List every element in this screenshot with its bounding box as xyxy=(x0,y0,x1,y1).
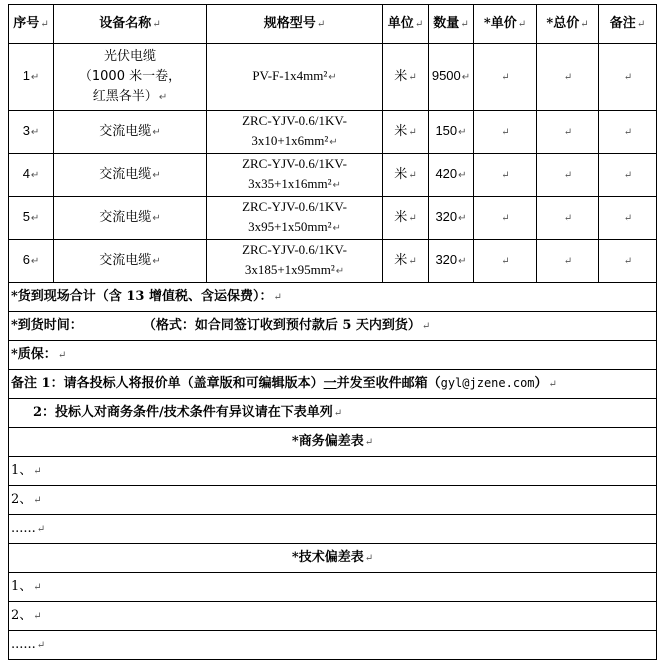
header-total: *总价↵ xyxy=(537,5,599,44)
item-name: 交流电缆↵ xyxy=(54,111,207,154)
item-seq: 6↵ xyxy=(9,240,54,283)
technical-title-row xyxy=(9,544,657,573)
technical-deviation-title: *技术偏差表↵ xyxy=(9,544,657,573)
warranty[interactable]: *质保：↵ xyxy=(9,341,657,370)
note2-row xyxy=(9,399,657,428)
header-price: *单价↵ xyxy=(474,5,537,44)
commercial-row-2 xyxy=(9,486,657,515)
item-note[interactable]: ↵ xyxy=(599,111,657,154)
item-spec-line1: ZRC-YJV-0.6/1KV- xyxy=(242,199,347,214)
header-qty: 数量↵ xyxy=(429,5,474,44)
summary-total-row xyxy=(9,283,657,312)
item-name-line3: 红黑各半）↵ xyxy=(92,88,168,104)
technical-item-more[interactable]: ......↵ xyxy=(9,631,657,660)
commercial-row-3 xyxy=(9,515,657,544)
item-spec: PV-F-1x4mm²↵ xyxy=(207,44,383,111)
commercial-item-1[interactable]: 1、↵ xyxy=(9,457,657,486)
item-spec-line1: ZRC-YJV-0.6/1KV- xyxy=(242,242,347,257)
header-row xyxy=(9,5,657,44)
header-unit: 单位↵ xyxy=(383,5,429,44)
commercial-item-2[interactable]: 2、↵ xyxy=(9,486,657,515)
item-total[interactable]: ↵ xyxy=(537,111,599,154)
quotation-table xyxy=(8,4,657,660)
item-price[interactable]: ↵ xyxy=(474,154,537,197)
technical-row-3 xyxy=(9,631,657,660)
delivery-time[interactable]: *到货时间： （格式：如合同签订收到预付款后 5 天内到货）↵ xyxy=(9,312,657,341)
delivery-row xyxy=(9,312,657,341)
item-total[interactable]: ↵ xyxy=(537,154,599,197)
item-spec xyxy=(207,154,383,197)
technical-row-2 xyxy=(9,602,657,631)
technical-item-1[interactable]: 1、↵ xyxy=(9,573,657,602)
note-1: 备注 1：请各投标人将报价单（盖章版和可编辑版本）一并发至收件邮箱（gyl@jzene.com）↵ xyxy=(9,370,657,399)
item-note[interactable]: ↵ xyxy=(599,44,657,111)
item-qty: 320↵ xyxy=(429,240,474,283)
item-unit: 米↵ xyxy=(383,44,429,111)
item-unit: 米↵ xyxy=(383,111,429,154)
item-qty: 150↵ xyxy=(429,111,474,154)
item-price[interactable]: ↵ xyxy=(474,240,537,283)
item-qty: 420↵ xyxy=(429,154,474,197)
item-spec-line1: ZRC-YJV-0.6/1KV- xyxy=(242,156,347,171)
technical-row-1 xyxy=(9,573,657,602)
item-total[interactable]: ↵ xyxy=(537,197,599,240)
item-price[interactable]: ↵ xyxy=(474,44,537,111)
item-unit: 米↵ xyxy=(383,197,429,240)
summary-total[interactable]: *货到现场合计（含 13 增值税、含运保费）：↵ xyxy=(9,283,657,312)
item-price[interactable]: ↵ xyxy=(474,197,537,240)
item-qty: 9500↵ xyxy=(429,44,474,111)
item-name: 交流电缆↵ xyxy=(54,197,207,240)
item-spec-line2: 3x95+1x50mm²↵ xyxy=(248,219,341,234)
item-spec xyxy=(207,111,383,154)
item-spec-line2: 3x35+1x16mm²↵ xyxy=(248,176,341,191)
item-qty: 320↵ xyxy=(429,197,474,240)
email-address: gyl@jzene.com xyxy=(440,376,535,390)
header-name: 设备名称↵ xyxy=(54,5,207,44)
item-total[interactable]: ↵ xyxy=(537,44,599,111)
item-spec xyxy=(207,197,383,240)
commercial-title-row xyxy=(9,428,657,457)
warranty-row xyxy=(9,341,657,370)
item-note[interactable]: ↵ xyxy=(599,197,657,240)
table-row xyxy=(9,240,657,283)
item-spec-line2: 3x10+1x6mm²↵ xyxy=(251,133,338,148)
commercial-item-more[interactable]: ......↵ xyxy=(9,515,657,544)
item-seq: 3↵ xyxy=(9,111,54,154)
item-seq: 5↵ xyxy=(9,197,54,240)
header-seq: 序号↵ xyxy=(9,5,54,44)
technical-item-2[interactable]: 2、↵ xyxy=(9,602,657,631)
header-note: 备注↵ xyxy=(599,5,657,44)
commercial-deviation-title: *商务偏差表↵ xyxy=(9,428,657,457)
table-row xyxy=(9,111,657,154)
item-name xyxy=(54,44,207,111)
item-total[interactable]: ↵ xyxy=(537,240,599,283)
item-name: 交流电缆↵ xyxy=(54,240,207,283)
header-spec: 规格型号↵ xyxy=(207,5,383,44)
item-unit: 米↵ xyxy=(383,240,429,283)
item-name-line1: 光伏电缆 xyxy=(103,48,156,64)
item-name-line2: （1000 米一卷， xyxy=(78,68,182,84)
table-row xyxy=(9,44,657,111)
table-row xyxy=(9,154,657,197)
item-price[interactable]: ↵ xyxy=(474,111,537,154)
item-note[interactable]: ↵ xyxy=(599,240,657,283)
commercial-row-1 xyxy=(9,457,657,486)
note1-row xyxy=(9,370,657,399)
item-name: 交流电缆↵ xyxy=(54,154,207,197)
note-2: 2：投标人对商务条件/技术条件有异议请在下表单列↵ xyxy=(9,399,657,428)
item-spec xyxy=(207,240,383,283)
item-unit: 米↵ xyxy=(383,154,429,197)
item-spec-line1: ZRC-YJV-0.6/1KV- xyxy=(242,113,347,128)
table-row xyxy=(9,197,657,240)
item-seq: 4↵ xyxy=(9,154,54,197)
item-spec-line2: 3x185+1x95mm²↵ xyxy=(244,262,345,277)
item-seq: 1↵ xyxy=(9,44,54,111)
item-note[interactable]: ↵ xyxy=(599,154,657,197)
